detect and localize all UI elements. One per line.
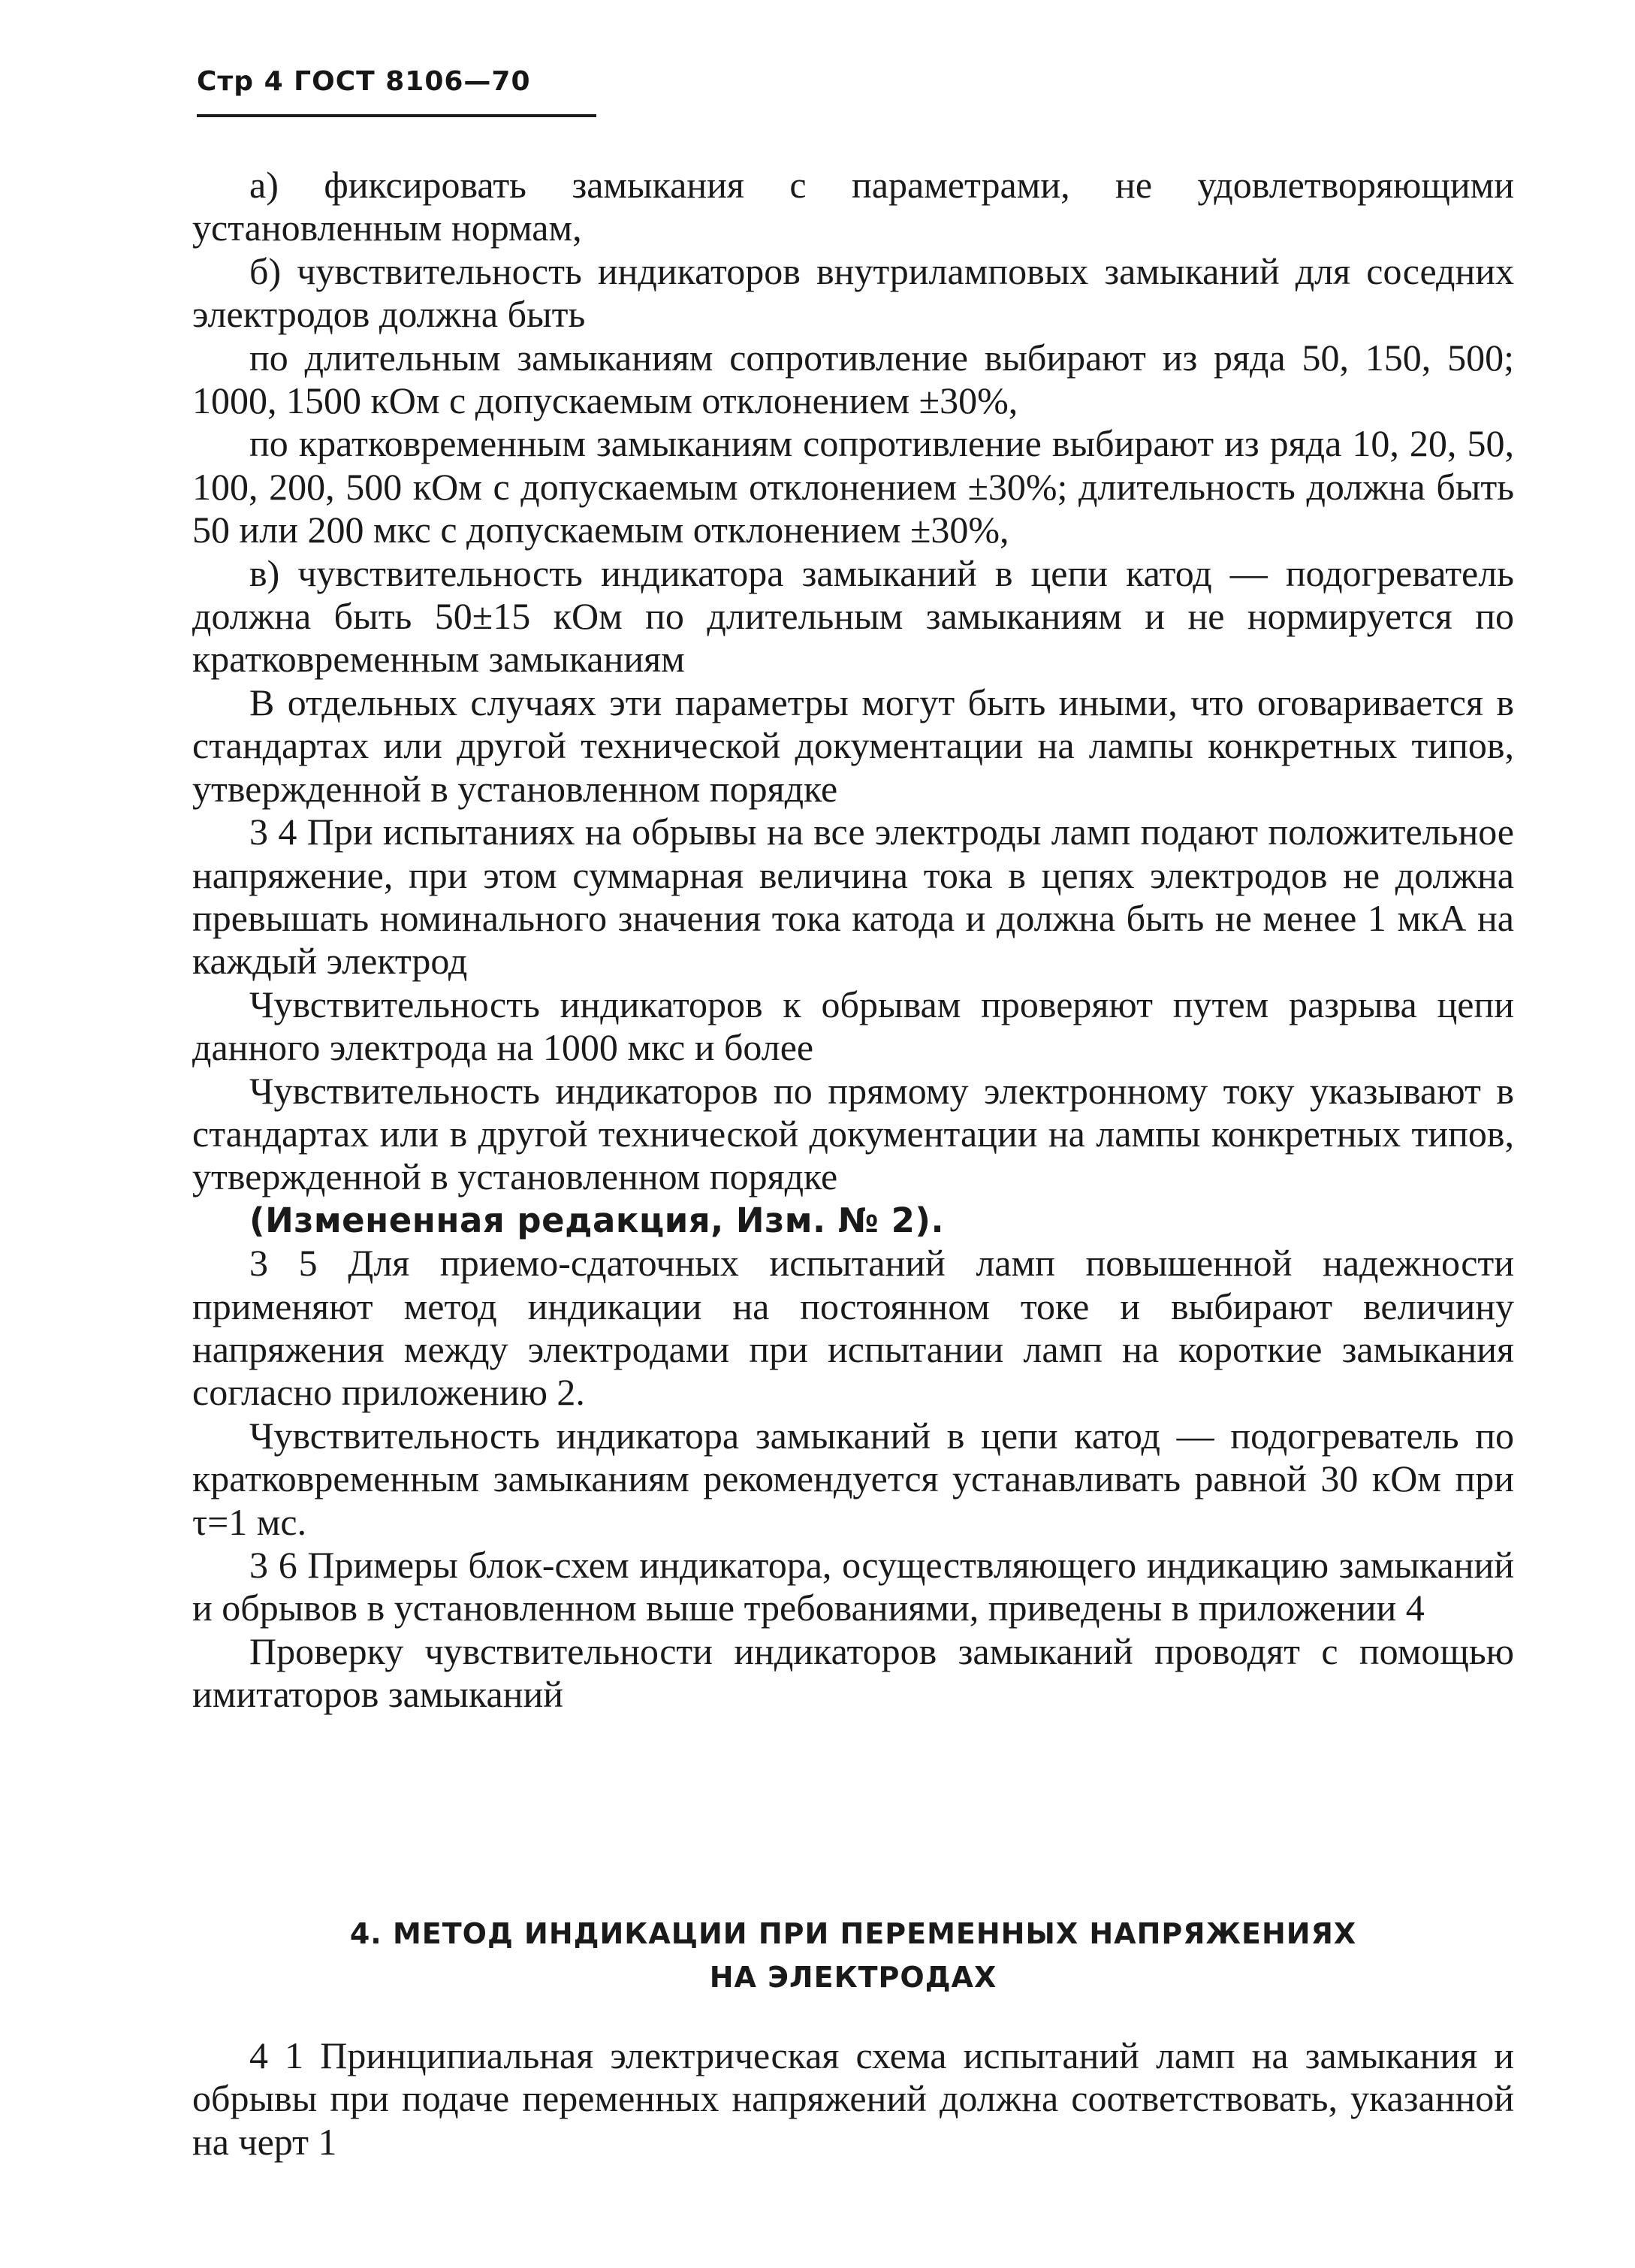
section-4-body [192,2034,1514,2164]
section-4-heading [192,1912,1514,1999]
paragraph-cathode-heater: Чувствительность индикатора замыканий в цепи катод — подогреватель по кратковременным замыканиям рекомендуется устанавливать равной 30 кОм при τ=1 мс. [192,1414,1514,1543]
paragraph-3-4: 3 4 При испытаниях на обрывы на все электроды ламп подают положительное напряжение, при этом суммарная величина тока в цепях электродов не должна превышать номинального значения тока катода и должна быть не менее 1 мкА на каждый электрод [192,811,1514,983]
paragraph-electron-current: Чувствительность индикаторов по прямому электронному току указывают в стандартах или в другой технической документации на лампы конкретных типов, утвержденной в установленном порядке [192,1069,1514,1198]
page-header: Стр 4 ГОСТ 8106—70 [197,66,531,97]
section-heading-line-2: НА ЭЛЕКТРОДАХ [709,1961,997,1994]
document-body [192,164,1514,1717]
paragraph-4-1: 4 1 Принципиальная электрическая схема испытаний ламп на замыкания и обрывы при подаче переменных напряжений должна соответствовать, указанной на черт 1 [192,2034,1514,2163]
paragraph-long-closures: по длительным замыканиям сопротивление выбирают из ряда 50, 150, 500; 1000, 1500 кОм с допускаемым отклонением ±30%, [192,336,1514,422]
paragraph-v: в) чувствительность индикатора замыканий в цепи катод — подогреватель должна быть 50±15 кОм по длительным замыканиям и не нормируется по кратковременным замыканиям [192,551,1514,681]
paragraph-short-closures: по кратковременным замыканиям сопротивление выбирают из ряда 10, 20, 50, 100, 200, 500 кОм с допускаемым отклонением ±30%; длительность должна быть 50 или 200 мкс с допускаемым отклонением ±30%, [192,422,1514,551]
amendment-note: (Измененная редакция, Изм. № 2). [249,1200,945,1240]
paragraph-a: а) фиксировать замыкания с параметрами, не удовлетворяющими установленным нормам, [192,164,1514,249]
paragraph-special-cases: В отдельных случаях эти параметры могут быть иными, что оговаривается в стандартах или другой технической документации на лампы конкретных типов, утвержденной в установленном порядке [192,681,1514,810]
header-rule [197,114,596,117]
paragraph-b: б) чувствительность индикаторов внутриламповых замыканий для соседних электродов должна быть [192,249,1514,336]
paragraph-3-6: 3 6 Примеры блок-схем индикатора, осуществляющего индикацию замыканий и обрывов в установленном выше требованиями, приведены в приложении 4 [192,1544,1514,1629]
paragraph-break-sensitivity: Чувствительность индикаторов к обрывам проверяют путем разрыва цепи данного электрода на 1000 мкс и более [192,983,1514,1069]
section-heading-line-1: 4. МЕТОД ИНДИКАЦИИ ПРИ ПЕРЕМЕННЫХ НАПРЯЖЕНИЯХ [349,1917,1357,1950]
paragraph-3-5: 3 5 Для приемо-сдаточных испытаний ламп повышенной надежности применяют метод индикации на постоянном токе и выбирают величину напряжения между электродами при испытании ламп на короткие замыкания согласно приложению 2. [192,1242,1514,1414]
paragraph-verification: Проверку чувствительности индикаторов замыканий проводят с помощью имитаторов замыканий [192,1629,1514,1716]
